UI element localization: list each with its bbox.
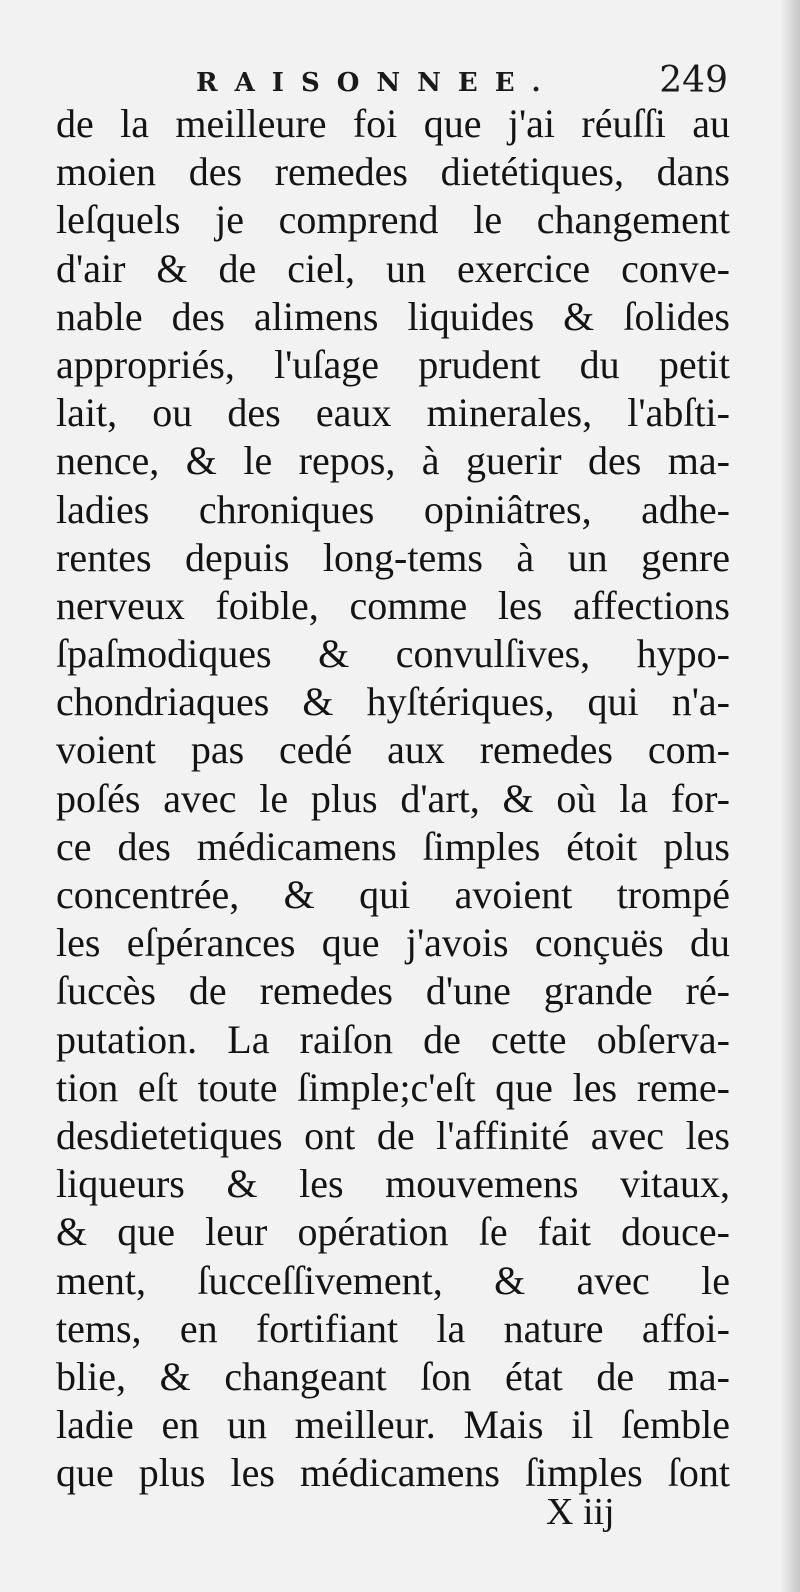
text-line: tion eſt toute ſimple;c'eſt que les reme- — [56, 1064, 730, 1110]
text-line: moien des remedes dietétiques, dans — [56, 149, 730, 195]
body-text — [56, 100, 730, 1497]
signature-mark: X iij — [546, 1491, 615, 1533]
page-number: 249 — [659, 60, 728, 101]
page-edge-shadow — [780, 0, 800, 1592]
text-line: putation. La raiſon de cette obſerva- — [56, 1016, 730, 1062]
text-line: leſquels je comprend le changement — [56, 197, 730, 243]
text-line: nable des alimens liquides & ſolides — [56, 293, 730, 339]
text-line: poſés avec le plus d'art, & où la for- — [56, 775, 730, 821]
text-line: liqueurs & les mouvemens vitaux, — [56, 1161, 730, 1207]
text-line: ladie en un meilleur. Mais il ſemble — [56, 1402, 730, 1448]
text-line: voient pas cedé aux remedes com- — [56, 727, 730, 773]
text-line: desdietetiques ont de l'affinité avec les — [56, 1112, 730, 1158]
running-title: RAISONNEE. — [196, 68, 558, 98]
text-line: nerveux foible, comme les affections — [56, 582, 730, 628]
text-line: ce des médicamens ſimples étoit plus — [56, 823, 730, 869]
text-line: nence, & le repos, à guerir des ma- — [56, 438, 730, 484]
text-line: & que leur opération ſe fait douce- — [56, 1209, 730, 1255]
text-line: de la meilleure foi que j'ai réuſſi au — [56, 101, 730, 146]
text-line: tems, en fortifiant la nature affoi- — [56, 1305, 730, 1351]
text-line: chondriaques & hyſtériques, qui n'a- — [56, 679, 730, 725]
text-line: blie, & changeant ſon état de ma- — [56, 1353, 730, 1399]
text-line: ladies chroniques opiniâtres, adhe- — [56, 486, 730, 532]
text-line: d'air & de ciel, un exercice conve- — [56, 245, 730, 291]
text-line: que plus les médicamens ſimples ſont — [56, 1450, 730, 1496]
text-line: ſpaſmodiques & convulſives, hypo- — [56, 631, 730, 677]
text-line: rentes depuis long-tems à un genre — [56, 534, 730, 580]
text-line: lait, ou des eaux minerales, l'abſti- — [56, 390, 730, 436]
text-line: les eſpérances que j'avois conçuës du — [56, 920, 730, 966]
text-line: appropriés, l'uſage prudent du petit — [56, 341, 730, 387]
text-line: ment, ſucceſſivement, & avec le — [56, 1257, 730, 1303]
text-line: concentrée, & qui avoient trompé — [56, 872, 730, 917]
text-line: ſuccès de remedes d'une grande ré- — [56, 968, 730, 1014]
